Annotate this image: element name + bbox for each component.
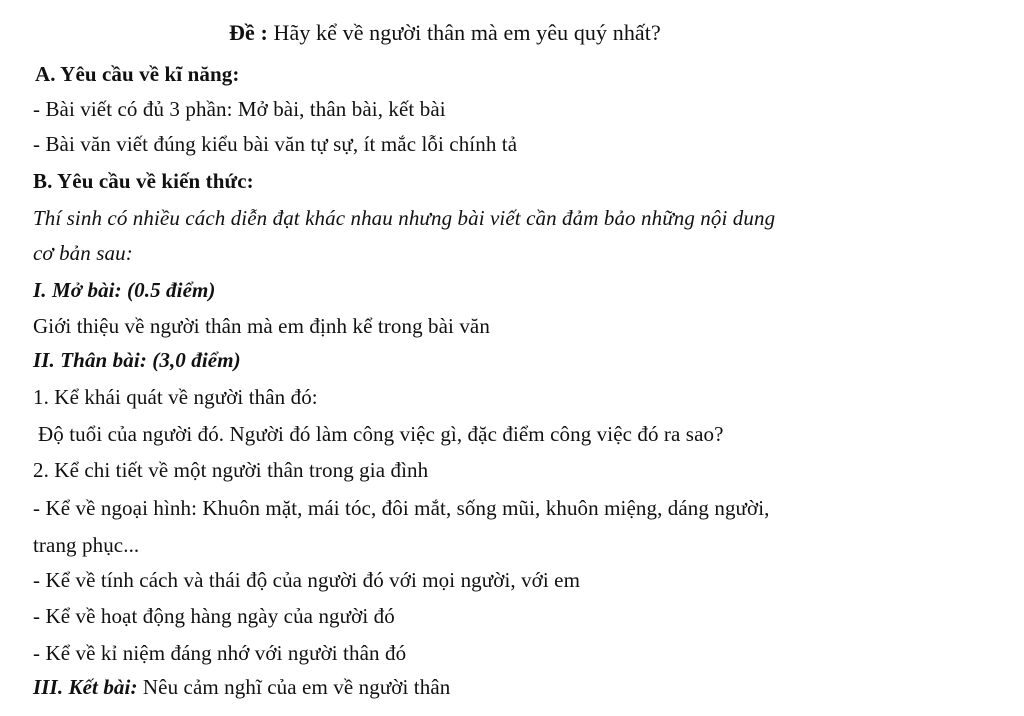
title-label: Đề : [229,20,268,45]
section-b-heading: B. Yêu cầu về kiến thức: [33,169,254,193]
title-text: Hãy kể về người thân mà em yêu quý nhất? [267,20,661,45]
section-a-item-2: - Bài văn viết đúng kiểu bài văn tự sự, ít mắc lỗi chính tả [33,132,518,156]
part-2-heading: II. Thân bài: (3,0 điểm) [33,348,241,372]
part-2-item-2: - Kể về tính cách và thái độ của người đó với mọi người, với em [33,568,581,592]
part-2-sub-1-text: Độ tuổi của người đó. Người đó làm công việc gì, đặc điểm công việc đó ra sao? [38,422,724,446]
part-2-sub-1: 1. Kể khái quát về người thân đó: [33,385,318,409]
section-b-intro-line-2: cơ bản sau: [33,241,133,265]
section-b-intro-line-1: Thí sinh có nhiều cách diễn đạt khác nhau nhưng bài viết cần đảm bảo những nội dung [33,206,776,230]
part-2-item-1-line-1: - Kể về ngoại hình: Khuôn mặt, mái tóc, đôi mắt, sống mũi, khuôn miệng, dáng người, [33,496,770,520]
part-1-heading: I. Mở bài: (0.5 điểm) [33,278,216,302]
part-2-sub-2: 2. Kể chi tiết về một người thân trong gia đình [33,458,429,482]
part-2-item-3: - Kể về hoạt động hàng ngày của người đó [33,604,395,628]
section-a-heading: A. Yêu cầu về kĩ năng: [35,62,240,86]
part-3 [33,677,450,698]
part-2-item-4: - Kể về kỉ niệm đáng nhớ với người thân đó [33,641,407,665]
section-a-item-1: - Bài viết có đủ 3 phần: Mở bài, thân bài, kết bài [33,97,446,121]
part-3-heading: III. Kết bài: [33,675,138,699]
part-2-item-1-line-2: trang phục... [33,533,140,557]
document-title [229,22,661,44]
part-1-text: Giới thiệu về người thân mà em định kể trong bài văn [33,314,490,338]
part-3-text: Nêu cảm nghĩ của em về người thân [137,675,451,699]
